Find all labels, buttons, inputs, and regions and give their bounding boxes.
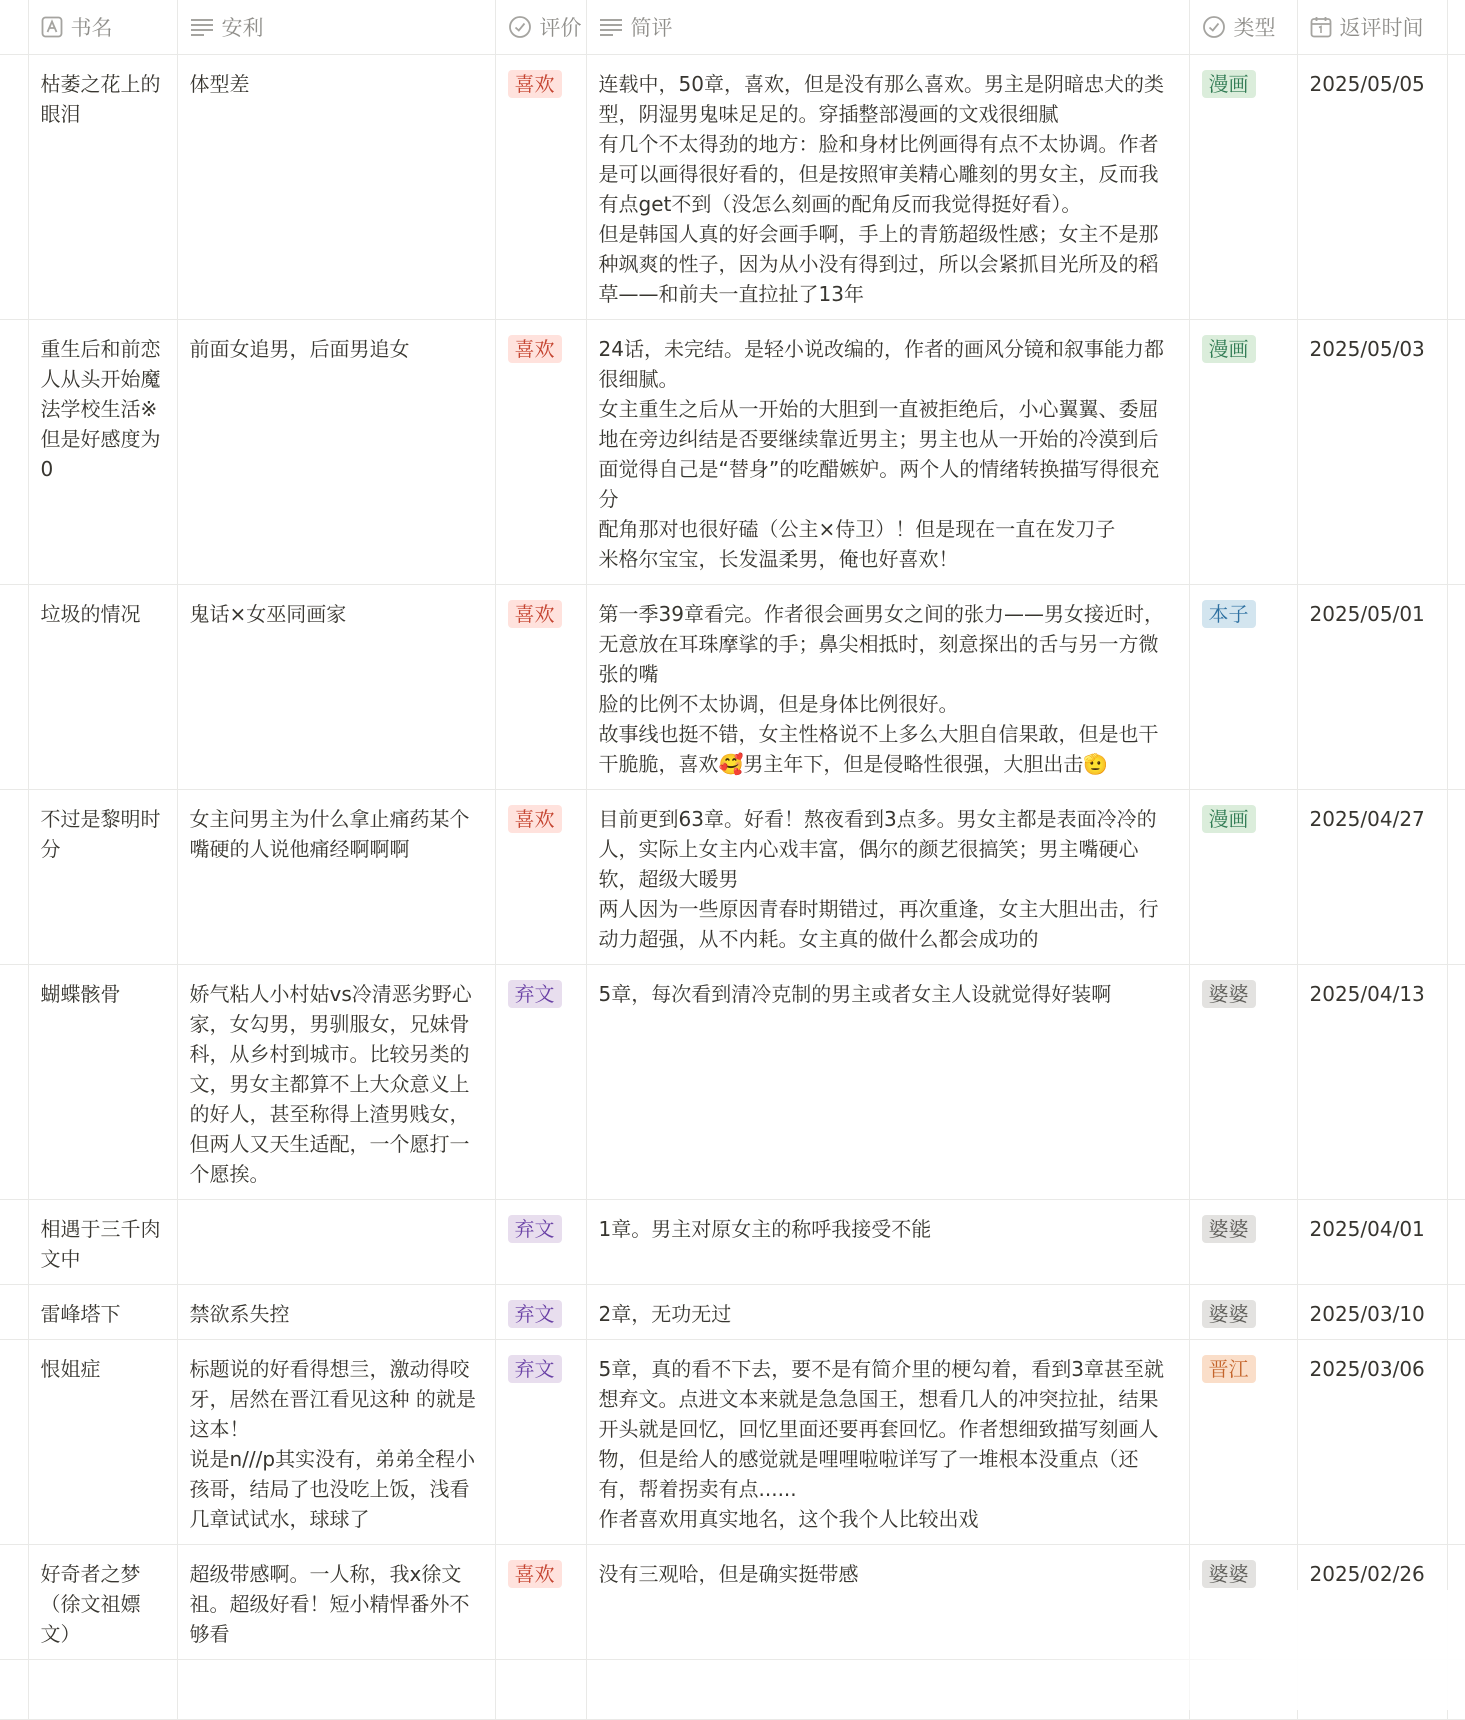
table-row[interactable] [0,790,1465,965]
book-title: 不过是黎明时分 [40,807,161,861]
rating-tag: 喜欢 [508,1560,562,1588]
column-header-title[interactable] [28,0,177,55]
cell-title[interactable] [28,1285,177,1340]
table-row[interactable] [0,1285,1465,1340]
text-lines-icon [190,17,214,37]
cell-rating[interactable] [495,1285,586,1340]
header-right-gutter [1447,0,1465,55]
cell-date[interactable] [1297,1340,1447,1545]
table-row[interactable] [0,1545,1465,1660]
review-text: 1章。男主对原女主的称呼我接受不能 [598,1217,932,1241]
rating-tag: 喜欢 [508,600,562,628]
cell-review[interactable] [586,965,1189,1200]
cell-date[interactable] [1297,55,1447,320]
column-header-label: 简评 [630,16,673,40]
cell-review[interactable] [586,1200,1189,1285]
cell-recommend[interactable] [177,1340,495,1545]
cell-recommend[interactable] [177,965,495,1200]
cell-type[interactable] [1189,1200,1297,1285]
recommend-text: 娇气粘人小村姑vs冷清恶劣野心家，女勾男，男驯服女，兄妹骨科，从乡村到城市。比较另类的文，男女主都算不上大众意义上的好人，甚至称得上渣男贱女，但两人又天生适配，一个愿打一个愿挨。 [189,982,472,1186]
table-row[interactable] [0,585,1465,790]
column-header-date[interactable] [1297,0,1447,55]
review-date: 2025/05/03 [1309,337,1425,361]
book-title: 好奇者之梦（徐文祖嫖文） [40,1562,141,1646]
column-header-label: 评价 [539,16,582,40]
row-left-gutter [0,1200,28,1285]
book-title: 恨姐症 [40,1357,101,1381]
cell-rating[interactable] [495,1545,586,1660]
cell-rating[interactable] [495,585,586,790]
cell-rating[interactable] [495,1200,586,1285]
recommend-text: 女主问男主为什么拿止痛药某个嘴硬的人说他痛经啊啊啊 [189,807,470,861]
cell-title[interactable] [28,965,177,1200]
cell-date[interactable] [1297,1285,1447,1340]
rating-tag: 弃文 [508,1355,562,1383]
column-header-label: 书名 [70,16,113,40]
cell-type[interactable] [1189,1340,1297,1545]
table-row[interactable] [0,320,1465,585]
row-right-gutter [1447,1285,1465,1340]
recommend-text: 鬼话×女巫同画家 [189,602,347,626]
review-text: 目前更到63章。好看！熬夜看到3点多。男女主都是表面冷冷的人，实际上女主内心戏丰富，偶尔的颜艺很搞笑；男主嘴硬心软，超级大暖男 两人因为一些原因青春时期错过，再次重逢，女主大胆出击，行动力超强，从不内耗。女主真的做什么都会成功的 [598,807,1159,951]
header-row [0,0,1465,55]
review-date: 2025/03/06 [1309,1357,1425,1381]
cell-title[interactable] [28,790,177,965]
review-date: 2025/05/01 [1309,602,1425,626]
book-title: 相遇于三千肉文中 [40,1217,161,1271]
cell-review[interactable] [586,1285,1189,1340]
cell-type[interactable] [1189,1545,1297,1660]
type-tag: 婆婆 [1202,1215,1256,1243]
cell-type[interactable] [1189,320,1297,585]
cell-type[interactable] [1189,790,1297,965]
review-text: 没有三观哈，但是确实挺带感 [598,1562,859,1586]
type-tag: 婆婆 [1202,1560,1256,1588]
rating-tag: 弃文 [508,1215,562,1243]
cell-title[interactable] [28,320,177,585]
row-left-gutter [0,790,28,965]
row-right-gutter [1447,790,1465,965]
cell-date[interactable] [1297,585,1447,790]
calendar-icon [1310,16,1332,38]
review-text: 5章，每次看到清冷克制的男主或者女主人设就觉得好装啊 [598,982,1112,1006]
cell-rating[interactable] [495,1340,586,1545]
row-left-gutter [0,965,28,1200]
cell-review[interactable] [586,585,1189,790]
select-check-icon [1202,15,1226,39]
review-text: 2章，无功无过 [598,1302,732,1326]
row-left-gutter [0,1285,28,1340]
cell-type[interactable] [1189,1285,1297,1340]
book-title: 蝴蝶骸骨 [40,982,121,1006]
cell-type[interactable] [1189,585,1297,790]
table-row-partial[interactable] [0,1660,1465,1720]
column-header-rating[interactable] [495,0,586,55]
rating-tag: 喜欢 [508,70,562,98]
recommend-text: 标题说的好看得想亖，激动得咬牙，居然在晋江看见这种 的就是这本！ 说是n///p其实没有，弟弟全程小孩哥，结局了也没吃上饭，浅看几章试试水，球球了 [189,1357,476,1531]
header-left-gutter [0,0,28,55]
cell-date[interactable] [1297,1200,1447,1285]
cell-rating[interactable] [495,790,586,965]
column-header-label: 类型 [1233,16,1276,40]
column-header-label: 返评时间 [1339,16,1424,40]
cell-date[interactable] [1297,320,1447,585]
column-header-review[interactable] [586,0,1189,55]
type-tag: 婆婆 [1202,980,1256,1008]
cell-review[interactable] [586,1340,1189,1545]
row-left-gutter [0,320,28,585]
cell-title[interactable] [28,1545,177,1660]
cell-review[interactable] [586,790,1189,965]
row-right-gutter [1447,965,1465,1200]
row-left-gutter [0,585,28,790]
type-tag: 漫画 [1202,805,1256,833]
column-header-type[interactable] [1189,0,1297,55]
cell-title[interactable] [28,585,177,790]
cell-rating[interactable] [495,55,586,320]
table-row[interactable] [0,1340,1465,1545]
recommend-text: 体型差 [189,72,250,96]
rating-tag: 弃文 [508,980,562,1008]
cell-type[interactable] [1189,965,1297,1200]
review-date: 2025/03/10 [1309,1302,1425,1326]
type-tag: 漫画 [1202,335,1256,363]
cell-review[interactable] [586,320,1189,585]
cell-recommend[interactable] [177,1545,495,1660]
row-left-gutter [0,1545,28,1660]
table-row[interactable] [0,1200,1465,1285]
row-right-gutter [1447,585,1465,790]
review-date: 2025/04/27 [1309,807,1425,831]
review-text: 连载中，50章，喜欢，但是没有那么喜欢。男主是阴暗忠犬的类型，阴湿男鬼味足足的。穿插整部漫画的文戏很细腻 有几个不太得劲的地方：脸和身材比例画得有点不太协调。作者是可以画得很好看的，但是按照审美精心雕刻的男女主，反而我有点get不到（没怎么刻画的配角反而我觉得挺好看）。 但是韩国人真的好会画手啊，手上的青筋超级性感；女主不是那种飒爽的性子，因为从小没有得到过，所以会紧抓目光所及的稻草——和前夫一直拉扯了13年 [598,72,1164,306]
review-date: 2025/04/13 [1309,982,1425,1006]
book-title: 垃圾的情况 [40,602,141,626]
row-right-gutter [1447,1340,1465,1545]
column-header-recommend[interactable] [177,0,495,55]
text-lines-icon [599,17,623,37]
select-check-icon [508,15,532,39]
row-right-gutter [1447,320,1465,585]
row-right-gutter [1447,1545,1465,1660]
cell-recommend[interactable] [177,320,495,585]
book-title: 枯萎之花上的眼泪 [40,72,161,126]
type-tag: 晋江 [1202,1355,1256,1383]
cell-recommend[interactable] [177,55,495,320]
cell-recommend[interactable] [177,585,495,790]
text-type-icon [41,16,63,38]
cell-title[interactable] [28,55,177,320]
cell-recommend[interactable] [177,1285,495,1340]
review-date: 2025/02/26 [1309,1562,1425,1586]
cell-review[interactable] [586,55,1189,320]
row-left-gutter [0,1340,28,1545]
rating-tag: 喜欢 [508,805,562,833]
table-row[interactable] [0,965,1465,1200]
recommend-text: 超级带感啊。一人称，我x徐文祖。超级好看！短小精悍番外不够看 [189,1562,470,1646]
review-text: 5章，真的看不下去，要不是有简介里的梗勾着，看到3章甚至就想弃文。点进文本来就是急急国王，想看几人的冲突拉扯，结果开头就是回忆，回忆里面还要再套回忆。作者想细致描写刻画人物，但是给人的感觉就是哩哩啦啦详写了一堆根本没重点（还有，帮着拐卖有点...... 作者喜欢用真实地名，这个我个人比较出戏 [598,1357,1164,1531]
column-header-label: 安利 [221,16,264,40]
cell-title[interactable] [28,1340,177,1545]
cell-rating[interactable] [495,320,586,585]
rating-tag: 弃文 [508,1300,562,1328]
review-date: 2025/05/05 [1309,72,1425,96]
cell-rating[interactable] [495,965,586,1200]
table-row[interactable] [0,55,1465,320]
recommend-text: 前面女追男，后面男追女 [189,337,410,361]
rating-tag: 喜欢 [508,335,562,363]
recommend-text: 禁欲系失控 [189,1302,290,1326]
cell-date[interactable] [1297,965,1447,1200]
row-right-gutter [1447,55,1465,320]
book-title: 重生后和前恋人从头开始魔法学校生活※但是好感度为0 [40,337,161,481]
type-tag: 漫画 [1202,70,1256,98]
review-text: 24话，未完结。是轻小说改编的，作者的画风分镜和叙事能力都很细腻。 女主重生之后从一开始的大胆到一直被拒绝后，小心翼翼、委屈地在旁边纠结是否要继续靠近男主；男主也从一开始的冷漠到后面觉得自己是“替身”的吃醋嫉妒。两个人的情绪转换描写得很充分 配角那对也很好磕（公主×侍卫）！但是现在一直在发刀子 米格尔宝宝，长发温柔男，俺也好喜欢！ [598,337,1164,571]
cell-date[interactable] [1297,790,1447,965]
cell-recommend[interactable] [177,790,495,965]
table-body [0,55,1465,1720]
type-tag: 婆婆 [1202,1300,1256,1328]
row-right-gutter [1447,1200,1465,1285]
cell-type[interactable] [1189,55,1297,320]
cell-title[interactable] [28,1200,177,1285]
row-left-gutter [0,55,28,320]
cell-date[interactable] [1297,1545,1447,1660]
cell-recommend[interactable] [177,1200,495,1285]
type-tag: 本子 [1202,600,1256,628]
book-title: 雷峰塔下 [40,1302,121,1326]
review-text: 第一季39章看完。作者很会画男女之间的张力——男女接近时，无意放在耳珠摩挲的手；鼻尖相抵时，刻意探出的舌与另一方微张的嘴 脸的比例不太协调，但是身体比例很好。 故事线也挺不错，女主性格说不上多么大胆自信果敢，但是也干干脆脆，喜欢🥰男主年下，但是侵略性很强，大胆出击🫡 [598,602,1164,776]
review-date: 2025/04/01 [1309,1217,1425,1241]
cell-review[interactable] [586,1545,1189,1660]
